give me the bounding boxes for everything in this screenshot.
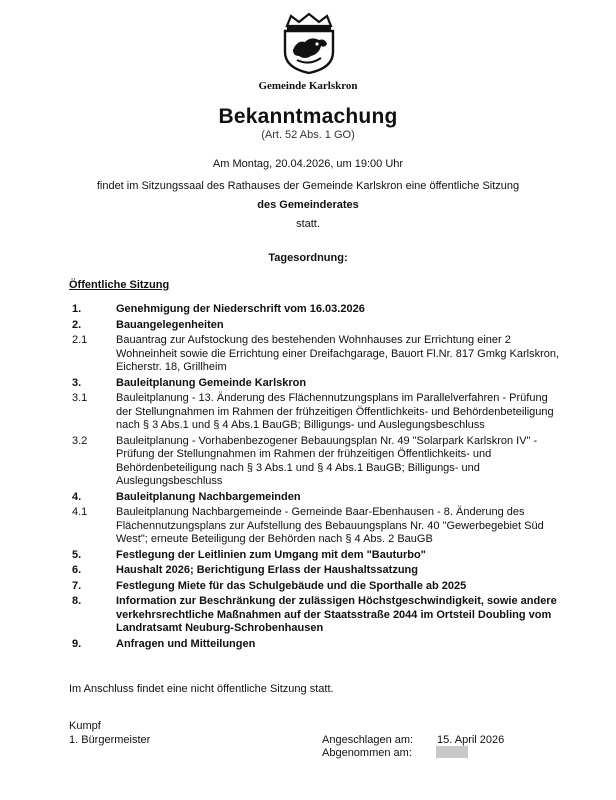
- agenda-item-number: 3.2: [72, 434, 88, 447]
- agenda-list: [72, 303, 560, 653]
- agenda-item-text: Haushalt 2026; Berichtigung Erlass der Haushaltssatzung: [116, 564, 418, 576]
- agenda-item: [72, 595, 560, 636]
- agenda-heading: Tagesordnung:: [268, 252, 348, 264]
- agenda-item-number: 8.: [72, 595, 82, 607]
- posted-label: Angeschlagen am:: [322, 734, 414, 746]
- removed-label: Abgenommen am:: [322, 747, 412, 759]
- closing-statement: Im Anschluss findet eine nicht öffentliche Sitzung statt.: [69, 683, 334, 695]
- agenda-item-text: Bauleitplanung - Vorhabenbezogener Bebauungsplan Nr. 49 "Solarpark Karlskron IV" - Prüfung der Stellungnahmen im Rahmen der frühzeitigen Öffentlichkeits- und Behördenbeteiligung nach § 3 Abs.1 und § 4 Abs.1 BauGB; Billigungs- und Auslegungsbeschluss: [116, 434, 538, 487]
- agenda-item-number: 4.1: [72, 506, 88, 518]
- municipality-name: Gemeinde Karlskron: [258, 80, 358, 92]
- agenda-item-text: Genehmigung der Niederschrift vom 16.03.2026: [116, 303, 365, 315]
- agenda-item-text: Bauangelegenheiten: [116, 318, 224, 331]
- municipal-coat-of-arms-icon: [281, 12, 337, 74]
- agenda-item-number: 6.: [72, 564, 82, 576]
- meeting-date: Am Montag, 20.04.2026, um 19:00 Uhr: [212, 158, 404, 170]
- agenda-item-text: Festlegung der Leitlinien zum Umgang mit dem "Bauturbo": [116, 548, 426, 561]
- agenda-item-number: 5.: [72, 548, 82, 561]
- agenda-item: [72, 638, 560, 652]
- agenda-item: [72, 303, 560, 317]
- meeting-statt: statt.: [296, 218, 320, 230]
- agenda-item-number: 3.1: [72, 392, 88, 404]
- signatory-name: Kumpf: [69, 720, 101, 732]
- agenda-item-number: 7.: [72, 579, 82, 592]
- agenda-item-number: 1.: [72, 303, 82, 315]
- agenda-item-text: Bauleitplanung Nachbargemeinde - Gemeinde Baar-Ebenhausen - 8. Änderung des Flächennutzungsplans zur Aufstellung des Bebauungsplans Nr. 40 "Gewerbegebiet Süd West"; erneute Beteiligung der Behörden nach § 4 Abs. 2 BauGB: [116, 506, 544, 545]
- agenda-item-text: Bauantrag zur Aufstockung des bestehenden Wohnhauses zur Errichtung einer 2 Wohneinheit sowie die Errichtung einer Dreifachgarage, Bauort Fl.Nr. 817 Gmkg Karlskron, Eicherstr. 18, Grillheim: [116, 334, 560, 373]
- agenda-item: [72, 334, 560, 375]
- agenda-item: [72, 377, 560, 391]
- agenda-item-text: Anfragen und Mitteilungen: [116, 637, 256, 650]
- agenda-item: [72, 564, 560, 578]
- signatory-title: 1. Bürgermeister: [69, 734, 151, 746]
- agenda-item-text: Bauleitplanung Gemeinde Karlskron: [116, 376, 307, 389]
- legal-basis: (Art. 52 Abs. 1 GO): [261, 129, 355, 141]
- agenda-item: [72, 549, 560, 563]
- agenda-item-number: 2.1: [72, 334, 88, 346]
- agenda-item: [72, 506, 560, 547]
- agenda-item-text: Information zur Beschränkung der zulässigen Höchstgeschwindigkeit, sowie andere verkehrsrechtliche Maßnahmen auf der Staatsstraße 2044 im Ortsteil Doubling vom Landratsamt Neuburg-Schrobenhausen: [116, 595, 557, 634]
- agenda-item-text: Bauleitplanung Nachbargemeinden: [116, 490, 301, 503]
- meeting-location: findet im Sitzungssaal des Rathauses der Gemeinde Karlskron eine öffentliche Sitzung: [96, 180, 520, 192]
- agenda-item-text: Festlegung Miete für das Schulgebäude und die Sporthalle ab 2025: [116, 579, 467, 592]
- agenda-item-number: 3.: [72, 376, 82, 389]
- posted-date: 15. April 2026: [437, 734, 505, 746]
- public-session-heading: Öffentliche Sitzung: [69, 279, 170, 291]
- agenda-item: [72, 319, 560, 333]
- removed-date-redaction: [436, 746, 468, 758]
- agenda-item-text: Bauleitplanung - 13. Änderung des Flächennutzungsplans im Parallelverfahren - Prüfung der Stellungnahmen im Rahmen der frühzeitigen Öffentlichkeits- und Behördenbeteiligung nach § 3 Abs.1 und § 4 Abs.1 BauGB; Billigungs- und Auslegungsbeschluss: [116, 392, 554, 431]
- meeting-body: des Gemeinderates: [257, 199, 359, 211]
- page-title: Bekanntmachung: [218, 105, 398, 128]
- agenda-item-number: 4.: [72, 490, 82, 503]
- agenda-item: [72, 580, 560, 594]
- agenda-item-number: 9.: [72, 637, 82, 650]
- agenda-item: [72, 392, 560, 433]
- agenda-item: [72, 435, 560, 489]
- agenda-item-number: 2.: [72, 318, 82, 331]
- agenda-item: [72, 491, 560, 505]
